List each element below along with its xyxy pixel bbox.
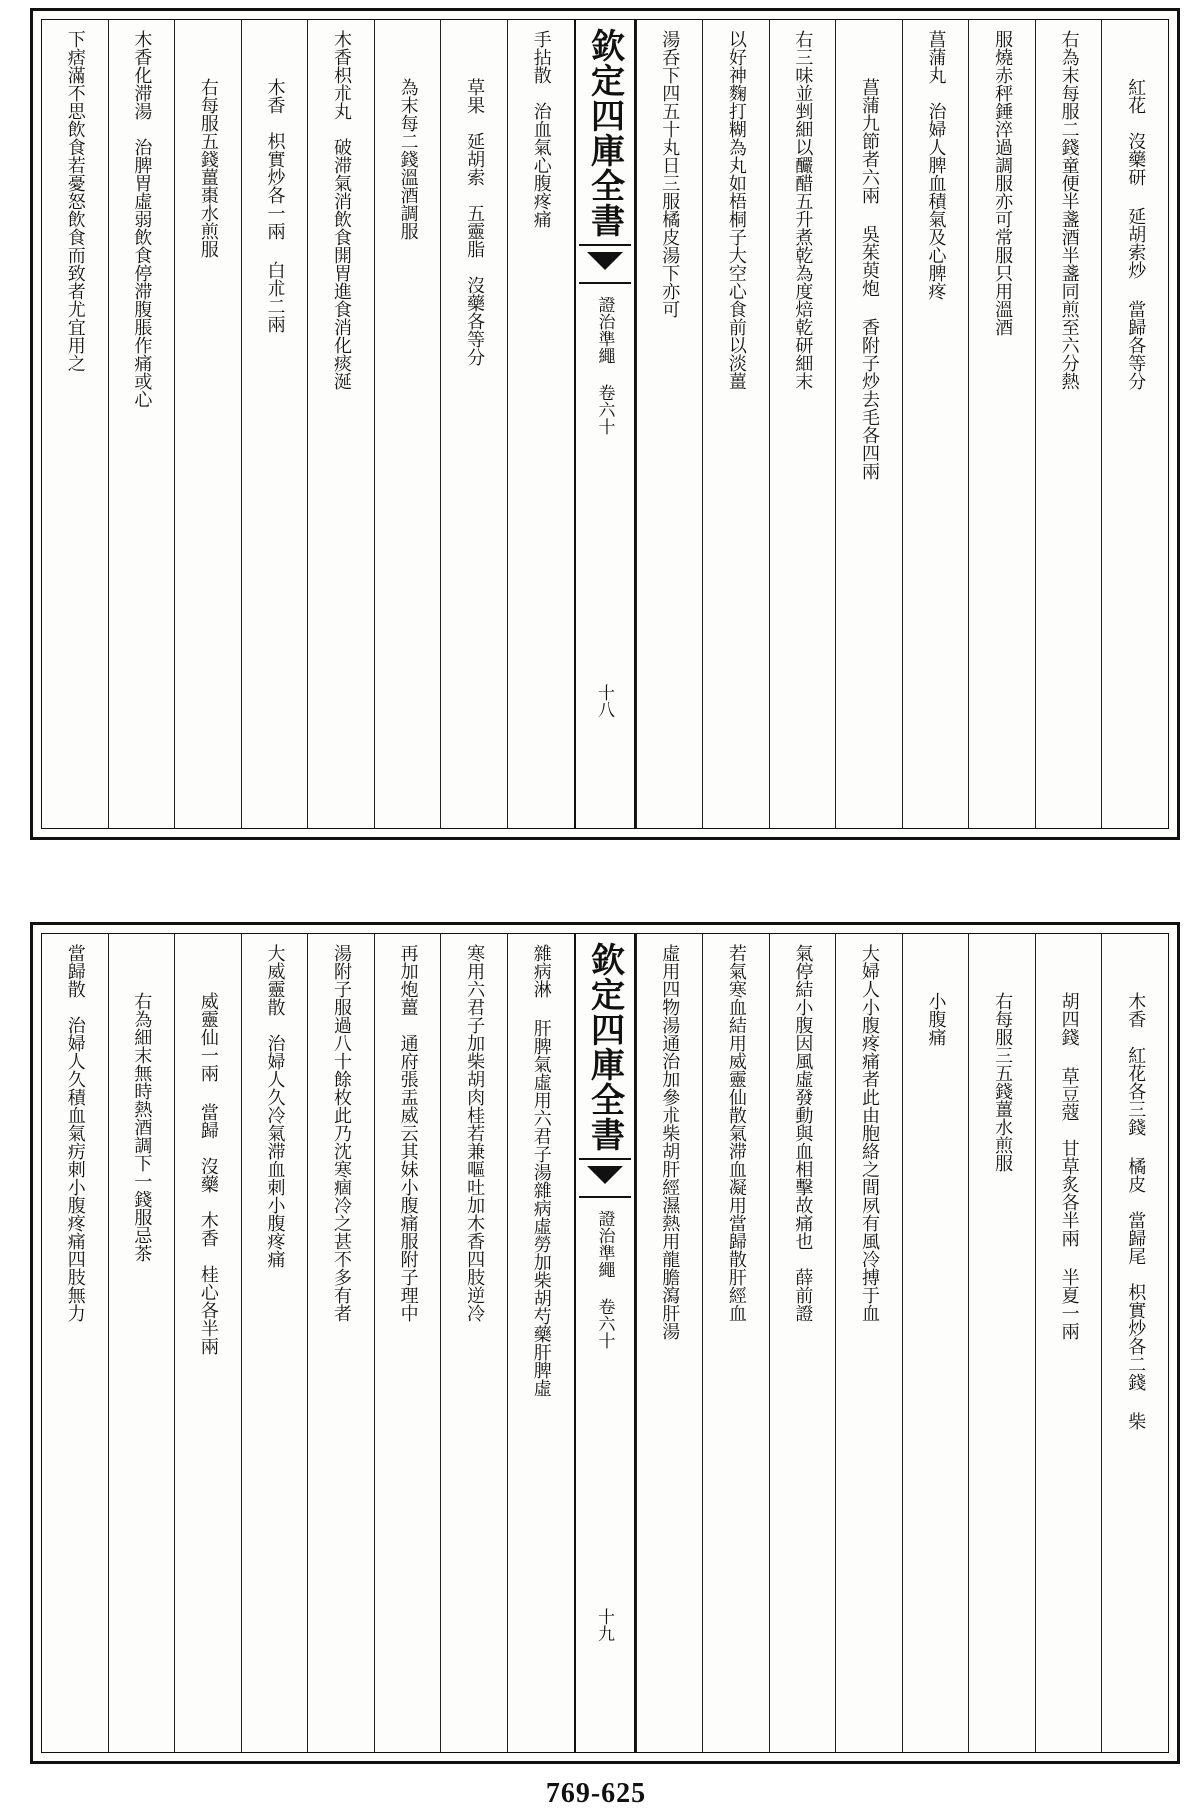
text-column [241, 934, 308, 1752]
spine-page-number: 十八 [594, 684, 614, 718]
bottom-page-columns [42, 934, 1168, 1752]
column-text: 以好神麴打糊為丸如梧桐子大空心食前以淡薑 [725, 30, 747, 390]
text-column [507, 934, 574, 1752]
column-text: 當歸散 治婦人久積血氣疠刺小腹疼痛四肢無力 [64, 944, 86, 1322]
top-page-columns [42, 20, 1168, 828]
text-column [636, 934, 703, 1752]
text-column [769, 20, 836, 828]
column-text: 湯呑下四五十丸日三服橘皮湯下亦可 [659, 30, 681, 318]
column-text: 小腹痛 [925, 992, 947, 1046]
column-text: 湯附子服過八十餘枚此乃沈寒痼冷之甚不多有者 [331, 944, 353, 1322]
text-column [1101, 20, 1168, 828]
text-column [1101, 934, 1168, 1752]
fold-spine [574, 934, 636, 1752]
text-column [968, 934, 1035, 1752]
column-text: 右三味並剉細以釅醋五升煮乾為度焙乾研細末 [792, 30, 814, 390]
text-column [108, 20, 175, 828]
column-text: 服燒赤秤錘淬過調服亦可常服只用溫酒 [992, 30, 1014, 336]
text-column [108, 934, 175, 1752]
column-text: 木香 紅花各三錢 橘皮 當歸尾 枳實炒各二錢 柴 [1125, 992, 1147, 1430]
fish-tail-mark [579, 244, 631, 284]
column-text: 右每服五錢薑棗水煎服 [197, 78, 219, 258]
column-text: 木香 枳實炒各一兩 白朮二兩 [264, 78, 286, 333]
text-column [241, 20, 308, 828]
page-catalog-number: 769-625 [545, 1778, 647, 1809]
top-page [30, 8, 1180, 840]
text-column [1035, 934, 1102, 1752]
text-column [702, 20, 769, 828]
column-text: 大威靈散 治婦人久冷氣滞血刺小腹疼痛 [264, 944, 286, 1268]
top-page-frame [41, 19, 1169, 829]
bottom-page-frame [41, 933, 1169, 1753]
column-text: 若氣寒血結用威靈仙散氣滞血凝用當歸散肝經血 [725, 944, 747, 1322]
text-column [42, 934, 108, 1752]
fold-spine [574, 20, 636, 828]
text-column [835, 934, 902, 1752]
text-column [769, 934, 836, 1752]
column-text: 下痞滿不思飲食若憂怒飲食而致者尤宜用之 [64, 30, 86, 372]
column-text: 右每服三五錢薑水煎服 [992, 992, 1014, 1172]
text-column [174, 934, 241, 1752]
spine-page-number: 十九 [594, 1608, 614, 1642]
column-text: 大婦人小腹疼痛者此由胞絡之間夙有風冷搏于血 [858, 944, 880, 1322]
text-column [835, 20, 902, 828]
column-text: 木香枳朮丸 破滞氣消飲食開胃進食消化痰涎 [331, 30, 353, 390]
spine-subtitle: 證治準繩 卷六十 [594, 296, 615, 435]
column-text: 右為末每服二錢童便半盞酒半盞同煎至六分熱 [1058, 30, 1080, 390]
text-column [174, 20, 241, 828]
column-text: 虛用四物湯通治加參朮柴胡肝經濕熱用龍膽瀉肝湯 [659, 944, 681, 1340]
text-column [902, 20, 969, 828]
column-text: 紅花 沒藥研 延胡索炒 當歸各等分 [1125, 78, 1147, 390]
column-text: 菖蒲丸 治婦人脾血積氣及心脾疼 [925, 30, 947, 300]
column-text: 寒用六君子加柴胡肉桂若兼嘔吐加木香四肢逆冷 [464, 944, 486, 1322]
column-text: 草果 延胡索 五靈脂 沒藥各等分 [464, 78, 486, 366]
text-column [440, 934, 507, 1752]
column-text: 右為細末無時熱酒調下一錢服忌茶 [131, 992, 153, 1262]
column-text: 胡四錢 草豆蔻 甘草炙各半兩 半夏一兩 [1058, 992, 1080, 1340]
bottom-page [30, 922, 1180, 1764]
text-column [307, 20, 374, 828]
text-column [702, 934, 769, 1752]
text-column [636, 20, 703, 828]
column-text: 威靈仙一兩 當歸 沒藥 木香 桂心各半兩 [197, 992, 219, 1355]
column-text: 雜病淋 肝脾氣虛用六君子湯雜病虛勞加柴胡芍藥肝脾虛 [530, 944, 552, 1397]
text-column [1035, 20, 1102, 828]
text-column [42, 20, 108, 828]
spine-title: 欽定四庫全書 [584, 28, 625, 238]
text-column [507, 20, 574, 828]
spine-subtitle: 證治準繩 卷六十 [594, 1210, 615, 1349]
text-column [968, 20, 1035, 828]
fish-tail-mark [579, 1158, 631, 1198]
text-column [374, 20, 441, 828]
text-column [440, 20, 507, 828]
column-text: 為末每二錢溫酒調服 [397, 78, 419, 240]
column-text: 再加炮薑 通府張盂威云其妹小腹痛服附子理中 [397, 944, 419, 1322]
column-text: 手拈散 治血氣心腹疼痛 [530, 30, 552, 228]
text-column [307, 934, 374, 1752]
column-text: 氣停結小腹因風虛發動與血相擊故痛也 薛前證 [792, 944, 814, 1322]
column-text: 菖蒲九節者六兩 吳茱萸炮 香附子炒去毛各四兩 [858, 78, 880, 480]
spine-title: 欽定四庫全書 [584, 942, 625, 1152]
column-text: 木香化滞湯 治脾胃虛弱飲食停滞腹脹作痛或心 [131, 30, 153, 408]
text-column [374, 934, 441, 1752]
text-column [902, 934, 969, 1752]
